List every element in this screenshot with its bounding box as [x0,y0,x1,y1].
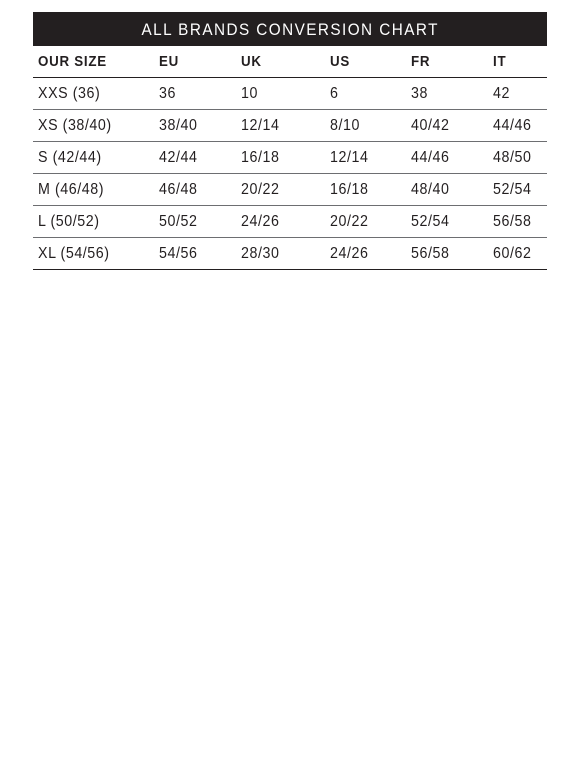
column-header-uk: UK [236,46,325,78]
size-cell-fr: 38 [406,78,488,110]
size-cell-eu: 50/52 [154,206,236,238]
size-cell-us: 6 [325,78,406,110]
size-cell-fr: 56/58 [406,238,488,270]
size-cell-fr: 44/46 [406,142,488,174]
size-cell-eu: 46/48 [154,174,236,206]
column-header-fr: FR [406,46,488,78]
size-cell-it: 42 [488,78,547,110]
size-cell-fr: 48/40 [406,174,488,206]
size-cell-fr: 40/42 [406,110,488,142]
size-cell-eu: 54/56 [154,238,236,270]
size-cell-it: 52/54 [488,174,547,206]
column-header-us: US [325,46,406,78]
size-cell-our-size: XXS (36) [33,78,154,110]
column-header-it: IT [488,46,547,78]
size-cell-uk: 24/26 [236,206,325,238]
size-cell-eu: 36 [154,78,236,110]
size-cell-eu: 42/44 [154,142,236,174]
size-cell-it: 60/62 [488,238,547,270]
size-cell-uk: 10 [236,78,325,110]
size-conversion-chart [33,12,547,270]
size-cell-eu: 38/40 [154,110,236,142]
table-row [33,110,547,142]
size-cell-uk: 12/14 [236,110,325,142]
size-cell-fr: 52/54 [406,206,488,238]
size-cell-it: 56/58 [488,206,547,238]
table-row [33,142,547,174]
size-cell-uk: 28/30 [236,238,325,270]
table-row [33,206,547,238]
size-cell-our-size: XL (54/56) [33,238,154,270]
chart-title-bar [33,12,547,46]
size-cell-us: 24/26 [325,238,406,270]
table-row [33,174,547,206]
column-header-eu: EU [154,46,236,78]
size-conversion-table [33,46,547,270]
size-cell-our-size: M (46/48) [33,174,154,206]
chart-title: ALL BRANDS CONVERSION CHART [141,20,439,39]
size-cell-it: 44/46 [488,110,547,142]
size-cell-our-size: XS (38/40) [33,110,154,142]
size-cell-us: 20/22 [325,206,406,238]
size-cell-us: 16/18 [325,174,406,206]
size-cell-uk: 16/18 [236,142,325,174]
size-cell-it: 48/50 [488,142,547,174]
table-row [33,238,547,270]
header-row [33,46,547,78]
size-cell-our-size: L (50/52) [33,206,154,238]
size-cell-us: 8/10 [325,110,406,142]
size-cell-uk: 20/22 [236,174,325,206]
table-row [33,78,547,110]
size-cell-us: 12/14 [325,142,406,174]
size-cell-our-size: S (42/44) [33,142,154,174]
column-header-our-size: OUR SIZE [33,46,154,78]
